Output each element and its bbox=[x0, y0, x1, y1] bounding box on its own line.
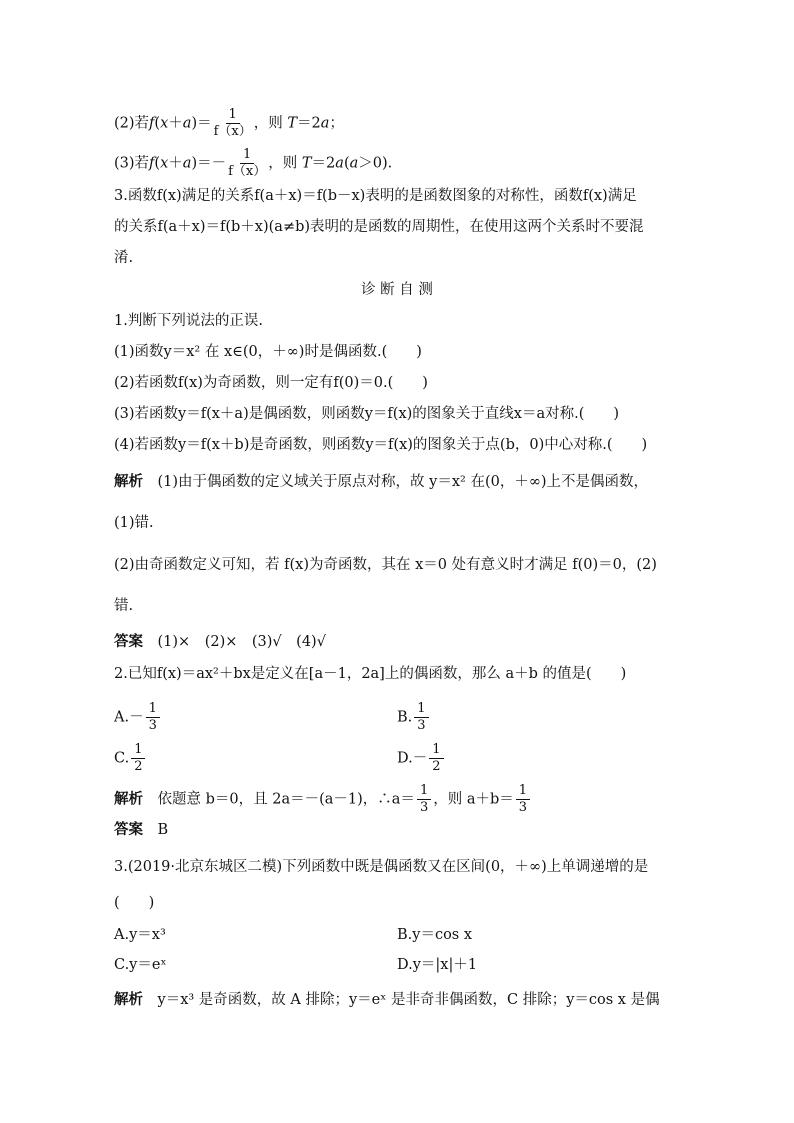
q1-item-3: (3)若函数y＝f(x＋a)是偶函数，则函数y＝f(x)的图象关于直线x＝a对称.( ) bbox=[114, 406, 620, 422]
text: f bbox=[149, 115, 155, 132]
fraction bbox=[228, 147, 266, 180]
q3-option-b: B.y＝cos x bbox=[397, 927, 473, 943]
numerator: 1 bbox=[146, 701, 160, 718]
text: a bbox=[335, 155, 344, 172]
q2-stem: 2.已知f(x)＝ax²＋bx是定义在[a－1，2a]上的偶函数，那么 a＋b 的值是( ) bbox=[114, 666, 627, 682]
text: )＝－ bbox=[191, 155, 227, 172]
text: a bbox=[320, 115, 330, 132]
denominator: 2 bbox=[134, 759, 143, 774]
answer-text: (1)× (2)× (3)√ (4)√ bbox=[157, 634, 326, 650]
denominator: 3 bbox=[417, 718, 426, 733]
q1-solution-line-2: (1)错. bbox=[114, 515, 154, 531]
answer-text: B bbox=[157, 822, 169, 838]
fraction bbox=[131, 742, 145, 775]
text: T bbox=[287, 115, 298, 132]
numerator: 1 bbox=[240, 147, 254, 164]
solution-label: 解析 bbox=[114, 991, 143, 1008]
denominator: 3 bbox=[518, 800, 528, 815]
answer-label: 答案 bbox=[114, 633, 143, 650]
solution-text: y＝x³ 是奇函数，故 A 排除；y＝eˣ 是非奇非偶函数，C 排除；y＝cos x 是偶 bbox=[157, 992, 660, 1008]
q3-stem-line-2: ( ) bbox=[114, 895, 155, 911]
option-label: D.－ bbox=[397, 750, 428, 767]
text: a bbox=[182, 115, 192, 132]
solution-label: 解析 bbox=[114, 790, 143, 808]
fraction bbox=[417, 783, 431, 816]
text: ＝2 bbox=[311, 155, 336, 172]
numerator: 1 bbox=[417, 783, 431, 800]
note-3-line-2: 的关系f(a＋x)＝f(b＋x)(a≠b)表明的是函数的周期性，在使用这两个关系时不要混 bbox=[114, 219, 644, 235]
q3-solution bbox=[114, 990, 660, 1010]
q3-option-d: D.y＝|x|＋1 bbox=[397, 957, 478, 973]
note-3-line-1: 3.函数f(x)满足的关系f(a＋x)＝f(b－x)表明的是函数图象的对称性，函数f(x)满足 bbox=[114, 188, 637, 204]
q2-answer bbox=[114, 820, 168, 840]
text: (3)若 bbox=[114, 155, 150, 172]
q1-solution-line-3: (2)由奇函数定义可知，若 f(x)为奇函数，其在 x＝0 处有意义时才满足 f(0)＝0，(2) bbox=[114, 557, 657, 573]
text: ( bbox=[154, 155, 161, 172]
option-label: A.－ bbox=[114, 709, 144, 726]
q1-stem: 1.判断下列说法的正误. bbox=[114, 313, 263, 329]
q2-option-d bbox=[397, 742, 446, 775]
numerator: 1 bbox=[429, 742, 443, 759]
denominator: 2 bbox=[432, 759, 441, 774]
q1-item-1: (1)函数y＝x² 在 x∈(0，＋∞)时是偶函数.( ) bbox=[114, 344, 422, 360]
q1-solution-line-1 bbox=[114, 472, 648, 492]
solution-text: (1)由于偶函数的定义域关于原点对称，故 y＝x² 在(0，＋∞)上不是偶函数， bbox=[157, 474, 649, 490]
text: x bbox=[160, 155, 169, 172]
denominator: f（x） bbox=[228, 164, 267, 179]
q2-option-c bbox=[114, 742, 147, 775]
fraction bbox=[429, 742, 443, 775]
text: T bbox=[301, 155, 312, 172]
denominator: 3 bbox=[148, 718, 157, 733]
numerator: 1 bbox=[226, 107, 240, 124]
denominator: f（x） bbox=[213, 124, 252, 139]
q1-item-4: (4)若函数y＝f(x＋b)是奇函数，则函数y＝f(x)的图象关于点(b，0)中心对称.( ) bbox=[114, 437, 648, 453]
fraction bbox=[516, 783, 530, 816]
text: a bbox=[182, 155, 192, 172]
fraction bbox=[214, 107, 252, 140]
solution-text: ，则 a＋b＝ bbox=[433, 791, 514, 808]
text: ＞0). bbox=[358, 155, 393, 172]
text: ＝2 bbox=[297, 115, 321, 132]
text: ( bbox=[343, 155, 350, 172]
text: a bbox=[349, 155, 359, 172]
text: ＋ bbox=[168, 155, 183, 172]
text: ，则 bbox=[253, 115, 288, 132]
q2-option-a bbox=[114, 701, 162, 734]
fraction bbox=[146, 701, 160, 734]
text: ( bbox=[154, 115, 161, 132]
q1-solution-line-4: 错. bbox=[114, 598, 134, 614]
numerator: 1 bbox=[414, 701, 428, 718]
text: ； bbox=[329, 115, 344, 132]
numerator: 1 bbox=[131, 742, 145, 759]
q1-answer bbox=[114, 632, 326, 652]
text: ，则 bbox=[268, 155, 302, 172]
solution-text: 依题意 b＝0，且 2a＝－(a－1)，∴a＝ bbox=[157, 791, 415, 808]
denominator: 3 bbox=[419, 800, 429, 815]
option-label: B. bbox=[397, 709, 413, 726]
text: x bbox=[160, 115, 169, 132]
text: f bbox=[149, 155, 155, 172]
q2-solution bbox=[114, 783, 532, 816]
q3-option-c: C.y＝eˣ bbox=[114, 957, 167, 973]
q3-option-a: A.y＝x³ bbox=[114, 927, 166, 943]
solution-label: 解析 bbox=[114, 473, 143, 490]
option-label: C. bbox=[114, 750, 130, 767]
text: ＋ bbox=[168, 115, 183, 132]
numerator: 1 bbox=[516, 783, 530, 800]
fraction bbox=[414, 701, 428, 734]
q3-stem-line-1: 3.(2019·北京东城区二模)下列函数中既是偶函数又在区间(0，＋∞)上单调递增的是 bbox=[114, 859, 649, 875]
q2-option-b bbox=[397, 701, 431, 734]
text: (2)若 bbox=[114, 115, 150, 132]
property-3 bbox=[114, 147, 392, 180]
q1-item-2: (2)若函数f(x)为奇函数，则一定有f(0)＝0.( ) bbox=[114, 375, 428, 391]
section-heading: 诊 断 自 测 bbox=[361, 282, 433, 298]
note-3-line-3: 淆. bbox=[114, 250, 134, 266]
property-2 bbox=[114, 107, 344, 140]
text: )＝ bbox=[191, 115, 212, 132]
answer-label: 答案 bbox=[114, 821, 143, 838]
